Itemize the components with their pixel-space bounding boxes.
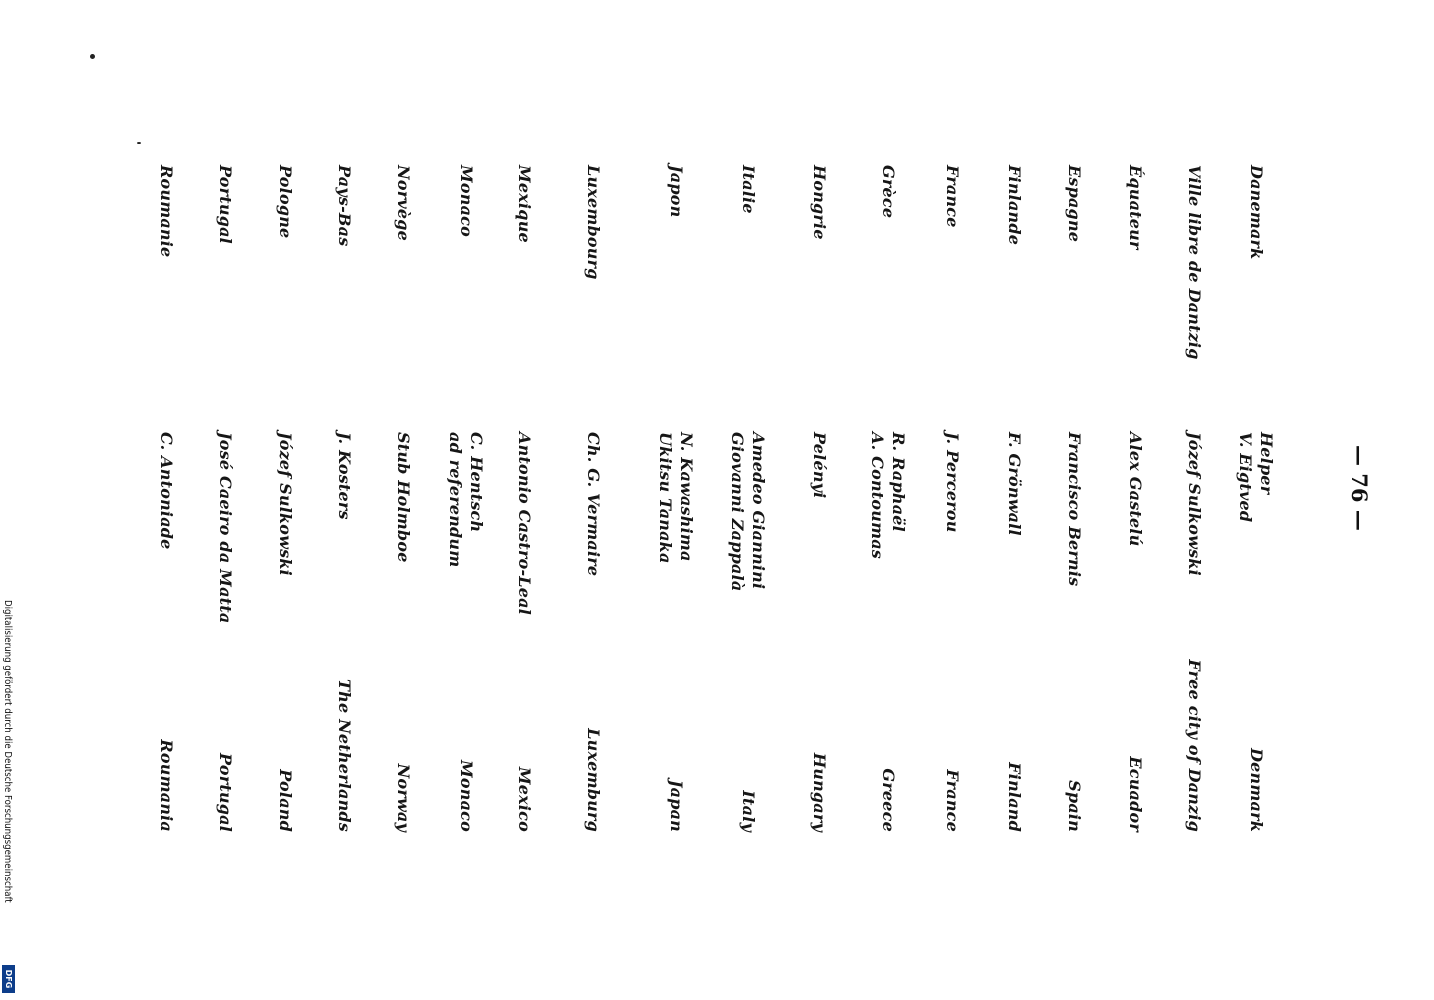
footer-text: Digitalisierung gefördert durch die Deutsche Forschungsgemeinschaft — [2, 600, 13, 903]
country-name-english: Roumania — [157, 739, 176, 832]
signatory-name: F. Grönwall — [1005, 432, 1024, 536]
country-name-english: Poland — [276, 769, 295, 832]
signatory-names — [1235, 432, 1277, 522]
country-name-english: Hungary — [810, 752, 829, 832]
country-name-french: Pologne — [276, 165, 295, 239]
signatory-names — [393, 432, 414, 563]
signatory-name: Helper — [1257, 432, 1276, 495]
country-name-french: Ville libre de Dantzig — [1185, 165, 1204, 360]
signatory-name: J. Kosters — [335, 432, 354, 520]
dfg-logo — [2, 965, 15, 993]
signatory-name: A. Contoumas — [868, 432, 887, 559]
country-name-english: Mexico — [515, 766, 534, 832]
dfg-logo-text: DFG — [4, 969, 13, 989]
country-name-french: Mexique — [515, 165, 534, 243]
signatory-name: Pelényi — [810, 432, 829, 499]
signatory-name: Stub Holmboe — [394, 432, 413, 563]
country-name-french: Italie — [739, 165, 758, 214]
country-name-english: Finland — [1005, 762, 1024, 832]
digitization-footer — [0, 600, 18, 1000]
country-name-french: Finlande — [1005, 165, 1024, 246]
country-name-french: Pays-Bas — [335, 165, 354, 247]
signatory-name: ad referendum — [446, 432, 465, 568]
country-name-french: Roumanie — [157, 165, 176, 258]
signatory-names — [809, 432, 830, 498]
country-name-english: Greece — [879, 768, 898, 832]
country-name-english: Norway — [394, 763, 413, 832]
signatory-name: R. Raphaël — [889, 432, 908, 532]
country-name-french: Monaco — [457, 165, 476, 237]
country-name-french: Japon — [667, 165, 686, 218]
signatory-name: Józef Sulkowski — [1185, 432, 1204, 576]
signatory-names — [1004, 432, 1025, 536]
signatory-names — [1184, 432, 1205, 576]
signatory-names — [727, 432, 769, 591]
country-name-english: Ecuador — [1126, 756, 1145, 832]
page-number: — 76 — — [1347, 445, 1372, 531]
country-name-english: Luxemburg — [584, 728, 603, 832]
signatory-names — [655, 432, 697, 564]
country-name-english: Japan — [667, 779, 686, 832]
signatory-name: Józef Sulkowski — [276, 432, 295, 576]
country-name-french: Danemark — [1247, 165, 1266, 260]
country-name-french: Luxembourg — [584, 165, 603, 280]
country-name-english: France — [943, 769, 962, 832]
signatory-name: Alex Gastelú — [1126, 432, 1145, 547]
scan-speck — [137, 142, 141, 144]
signatory-names — [275, 432, 296, 576]
signatory-names — [867, 432, 909, 559]
signatory-names — [942, 432, 963, 533]
signatory-name: Ch. G. Vermaire — [584, 432, 603, 577]
country-name-french: Norvège — [394, 165, 413, 241]
signatory-name: Antonio Castro-Leal — [515, 432, 534, 615]
signatory-names — [514, 432, 535, 615]
signatory-names — [445, 432, 487, 567]
country-name-english: Portugal — [216, 753, 235, 832]
country-name-english: Denmark — [1247, 748, 1266, 832]
country-name-english: Spain — [1065, 780, 1084, 832]
signatory-name: Ukitsu Tanaka — [656, 432, 675, 564]
signatory-name: Francisco Bernis — [1065, 432, 1084, 587]
scan-speck — [90, 54, 95, 59]
signatory-names — [215, 432, 236, 623]
country-name-french: Hongrie — [810, 165, 829, 240]
signatory-names — [1125, 432, 1146, 547]
signatory-names — [156, 432, 177, 550]
signatory-name: C. Antoniade — [157, 432, 176, 550]
country-name-french: France — [943, 165, 962, 228]
country-name-french: Grèce — [879, 165, 898, 219]
signatory-name: N. Kawashima — [677, 432, 696, 562]
country-name-french: Espagne — [1065, 165, 1084, 243]
country-name-french: Portugal — [216, 165, 235, 244]
signatory-name: Amedeo Giannini — [749, 432, 768, 590]
country-name-english: Monaco — [457, 760, 476, 832]
country-name-english: Free city of Danzig — [1185, 659, 1204, 832]
signatory-names — [1064, 432, 1085, 586]
country-name-english: Italy — [739, 790, 758, 832]
country-name-french: Équateur — [1126, 165, 1145, 250]
signatory-name: J. Percerou — [943, 432, 962, 533]
country-name-english: The Netherlands — [335, 679, 354, 832]
signatory-names — [583, 432, 604, 576]
signatory-name: Giovanni Zappalà — [728, 432, 747, 592]
signatory-names — [334, 432, 355, 520]
signatory-name: V. Eigtved — [1236, 432, 1255, 523]
signatory-name: José Caeiro da Matta — [216, 432, 235, 624]
signatory-name: C. Hentsch — [467, 432, 486, 533]
